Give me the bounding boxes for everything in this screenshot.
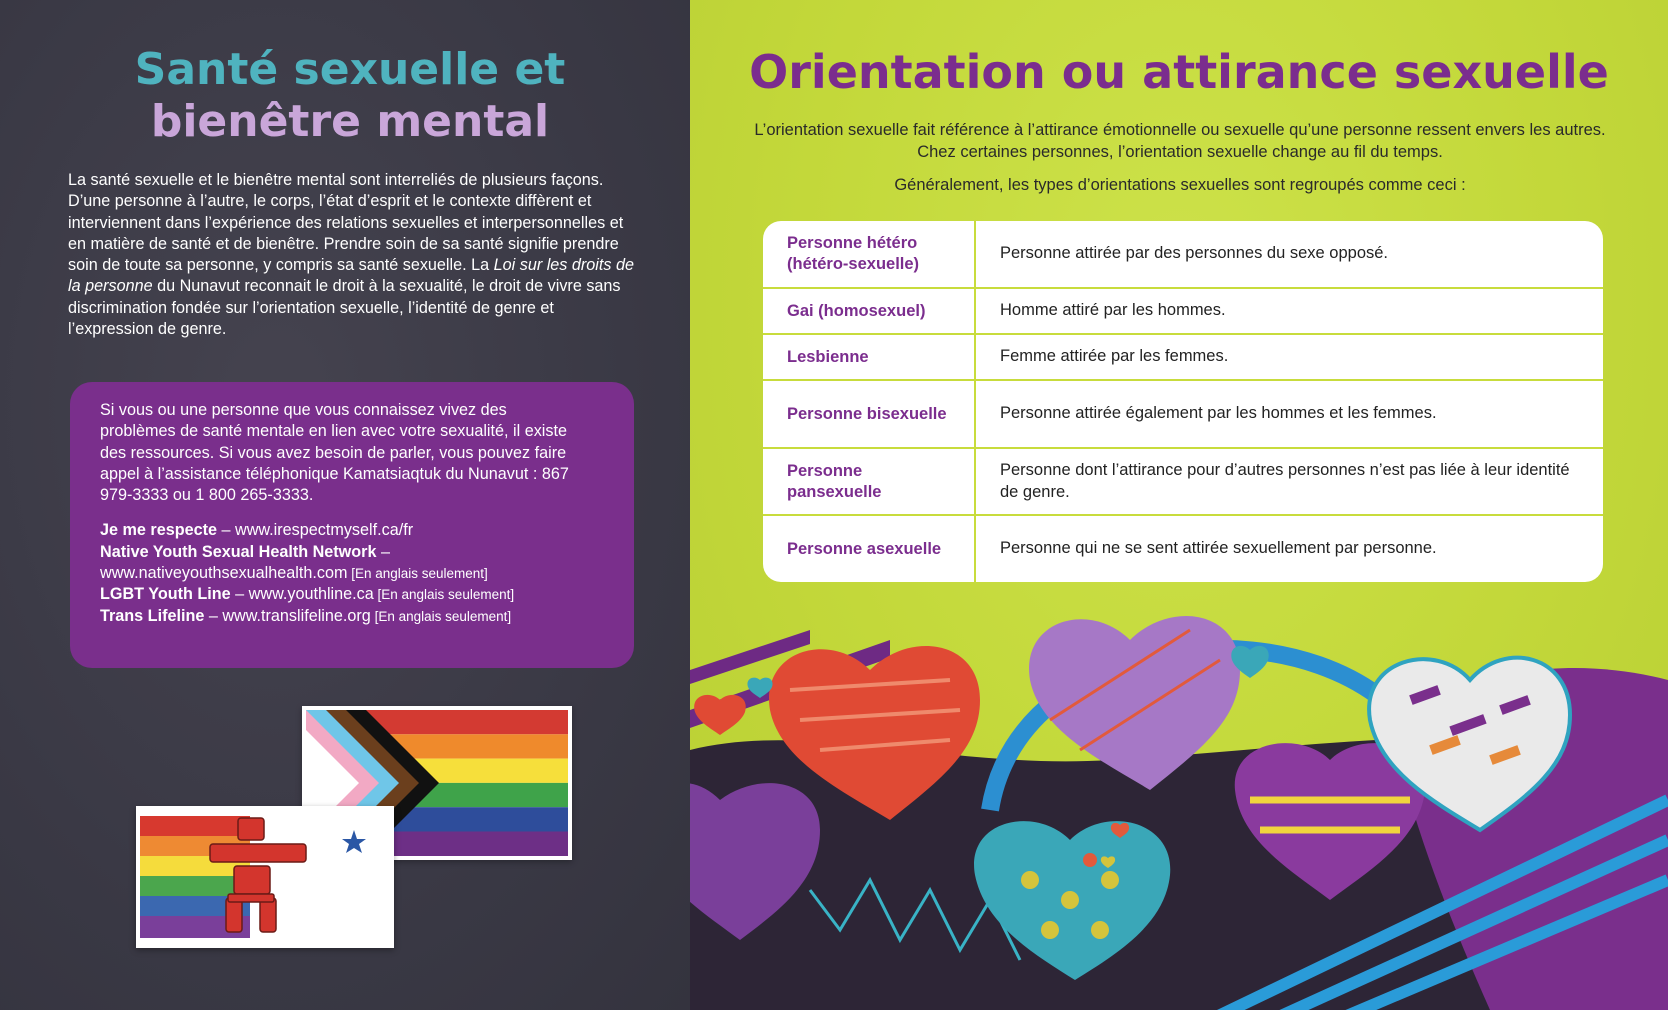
term-cell: Personne pansexuelle bbox=[763, 449, 976, 514]
resource-url: – www.irespectmyself.ca/fr bbox=[217, 521, 414, 540]
table-row bbox=[763, 381, 1603, 449]
intro-text-2: du Nunavut reconnait le droit à la sexualité, le droit de vivre sans discrimination fondée sur l’orientation sexuelle, l’identité de genre et l’expression de genre. bbox=[68, 277, 621, 339]
orientation-intro: L’orientation sexuelle fait référence à l’attirance émotionnelle ou sexuelle qu’une personne ressent envers les autres. Chez certaines personnes, l’orientation sexuelle change au fil du temps. bbox=[754, 121, 1606, 161]
orientation-intro-2: Généralement, les types d’orientations sexuelles sont regroupés comme ceci : bbox=[894, 176, 1466, 194]
resource-name: LGBT Youth Line bbox=[100, 585, 231, 604]
term-cell: Personne asexuelle bbox=[763, 516, 976, 582]
table-row bbox=[763, 516, 1603, 582]
resource-note: [En anglais seulement] bbox=[347, 566, 488, 582]
resource-name: Je me respecte bbox=[100, 521, 217, 540]
resource-dash: – bbox=[376, 542, 390, 561]
hearts-illustration bbox=[690, 600, 1668, 1010]
definition-cell: Personne attirée par des personnes du sexe opposé. bbox=[1000, 244, 1389, 263]
left-title-line2: bienêtre mental bbox=[150, 96, 550, 147]
resource-link-nyshn[interactable] bbox=[100, 542, 604, 563]
definition-cell: Personne attirée également par les hommes et les femmes. bbox=[1000, 404, 1437, 423]
intro-law-title: Loi sur les droits de la personne bbox=[68, 256, 634, 296]
resource-name: Trans Lifeline bbox=[100, 606, 205, 625]
resource-url: www.nativeyouthsexualhealth.com bbox=[100, 564, 348, 583]
resource-link-nyshn-url[interactable] bbox=[100, 563, 604, 584]
resource-link-youthline[interactable] bbox=[100, 584, 604, 605]
intro-paragraph bbox=[68, 170, 636, 340]
definition-cell: Femme attirée par les femmes. bbox=[1000, 347, 1229, 366]
resource-name: Native Youth Sexual Health Network bbox=[100, 542, 377, 561]
table-row bbox=[763, 449, 1603, 516]
resource-link-irespect[interactable] bbox=[100, 520, 604, 541]
resource-note: [En anglais seulement] bbox=[373, 587, 515, 603]
table-row bbox=[763, 335, 1603, 381]
term-cell: Personne hétéro (hétéro-sexuelle) bbox=[763, 221, 976, 287]
left-title-line1: Santé sexuelle et bbox=[134, 44, 566, 95]
table-row bbox=[763, 289, 1603, 335]
right-page bbox=[690, 0, 1668, 1010]
nunavut-pride-flag bbox=[136, 806, 394, 948]
term-cell: Gai (homosexuel) bbox=[763, 289, 976, 333]
right-page-title: Orientation ou attirance sexuelle bbox=[749, 45, 1609, 99]
intro-text-1: La santé sexuelle et le bienêtre mental sont interreliés de plusieurs façons. D’une personne à l’autre, le corps, l’état d’esprit et le contexte diffèrent et interviennent dans l’expérience des relations sexuelles et interpersonnelles et en matière de santé et de bienêtre. Prendre soin de sa santé signifie prendre soin de toute sa personne, y compris sa santé sexuelle. La bbox=[68, 171, 624, 275]
left-page bbox=[0, 0, 690, 1010]
definition-cell: Personne dont l’attirance pour d’autres personnes n’est pas liée à leur identité de genre. bbox=[1000, 461, 1570, 501]
resources-box bbox=[70, 382, 634, 668]
definition-cell: Homme attiré par les hommes. bbox=[1000, 301, 1226, 320]
resource-note: [En anglais seulement] bbox=[370, 608, 512, 624]
left-page-title bbox=[0, 44, 700, 148]
nunavut-pride-flag-icon bbox=[140, 810, 390, 944]
term-cell: Personne bisexuelle bbox=[763, 381, 976, 447]
definition-cell: Personne qui ne se sent attirée sexuellement par personne. bbox=[1000, 539, 1437, 558]
resources-links bbox=[100, 520, 604, 626]
orientation-table bbox=[763, 221, 1603, 582]
term-cell: Lesbienne bbox=[763, 335, 976, 379]
resource-url: – www.translifeline.org bbox=[204, 606, 371, 625]
resource-url: – www.youthline.ca bbox=[230, 585, 374, 604]
resources-paragraph: Si vous ou une personne que vous connaissez vivez des problèmes de santé mentale en lien avec votre sexualité, il existe des ressources. Si vous avez besoin de parler, vous pouvez faire appel à l’assistance téléphonique Kamatsiaqtuk du Nunavut : 867 979-3333 ou 1 800 265-3333. bbox=[100, 401, 569, 505]
table-row bbox=[763, 221, 1603, 289]
resource-link-translifeline[interactable] bbox=[100, 606, 604, 627]
